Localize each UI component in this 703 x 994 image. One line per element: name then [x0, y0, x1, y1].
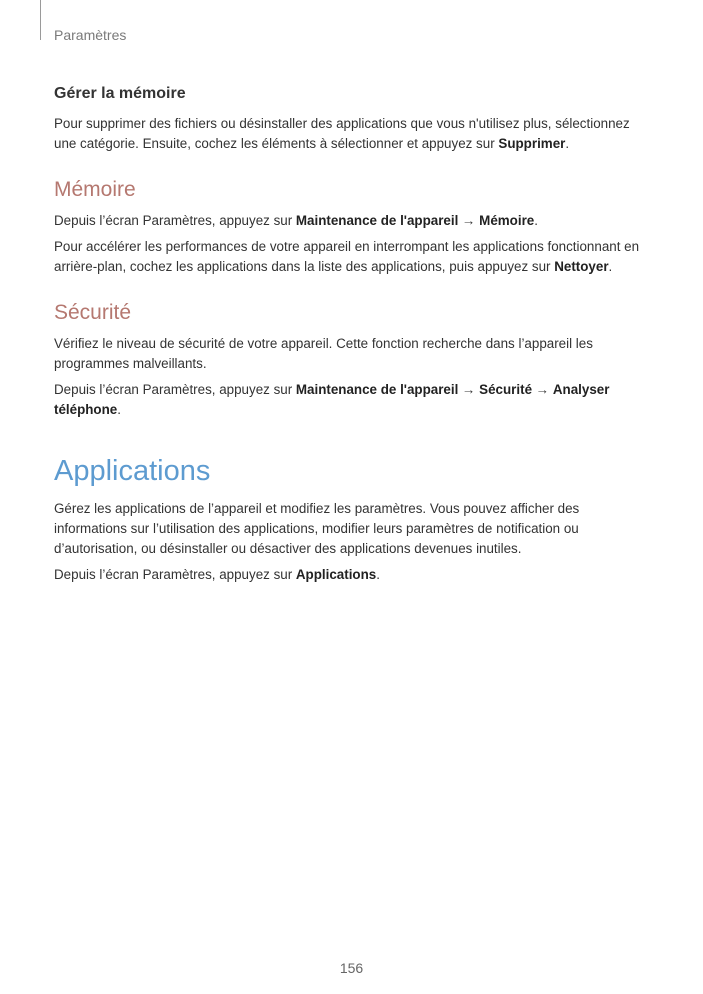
text: Pour supprimer des fichiers ou désinstaller des applications que vous n'utilisez plus, sélectionnez une catégorie. Ensuite, cochez les éléments à sélectionner et appuyez sur	[54, 116, 630, 151]
page-header-title: Paramètres	[54, 27, 127, 43]
bold-term: Maintenance de l'appareil	[295, 213, 459, 228]
paragraph-securite-path	[54, 380, 654, 420]
paragraph-securite-desc: Vérifiez le niveau de sécurité de votre appareil. Cette fonction recherche dans l’appareil les programmes malveillants.	[54, 336, 593, 371]
bold-term: Maintenance de l'appareil	[295, 382, 459, 397]
bold-term: Analyser téléphone	[54, 382, 610, 417]
paragraph-memoire-path	[54, 211, 654, 231]
page-number: 156	[339, 960, 364, 976]
bold-term: Applications	[295, 567, 377, 582]
paragraph-memoire-desc	[54, 237, 654, 277]
text: .	[376, 567, 380, 582]
paragraph-gerer-memoire	[54, 114, 654, 154]
arrow: →	[458, 213, 480, 228]
text: .	[117, 402, 121, 417]
bold-term: Sécurité	[479, 382, 533, 397]
text: Pour accélérer les performances de votre appareil en interrompant les applications fonctionnant en arrière-plan, cochez les applications dans la liste des applications, puis appuyez sur	[54, 239, 640, 274]
text: .	[565, 136, 570, 151]
heading-gerer-memoire: Gérer la mémoire	[54, 85, 186, 102]
paragraph-applications-path	[54, 565, 654, 585]
bold-term: Mémoire	[479, 213, 535, 228]
heading-memoire: Mémoire	[54, 178, 136, 201]
paragraph-applications-desc: Gérez les applications de l’appareil et modifiez les paramètres. Vous pouvez afficher des informations sur l’utilisation des applications, modifier leurs paramètres de notification ou d’autorisation, ou désinstaller ou désactiver des applications devenues inutiles.	[54, 501, 580, 556]
arrow: →	[458, 382, 480, 397]
bold-term: Nettoyer	[554, 259, 609, 274]
heading-applications: Applications	[54, 455, 211, 487]
text: Depuis l’écran Paramètres, appuyez sur	[54, 567, 296, 582]
text: .	[534, 213, 538, 228]
bold-term: Supprimer	[498, 136, 566, 151]
header-rule	[40, 0, 41, 40]
arrow: →	[532, 382, 553, 397]
text: Depuis l’écran Paramètres, appuyez sur	[54, 382, 296, 397]
page-content	[54, 84, 654, 591]
heading-securite: Sécurité	[54, 301, 132, 324]
text: Depuis l’écran Paramètres, appuyez sur	[54, 213, 296, 228]
text: .	[608, 259, 613, 274]
